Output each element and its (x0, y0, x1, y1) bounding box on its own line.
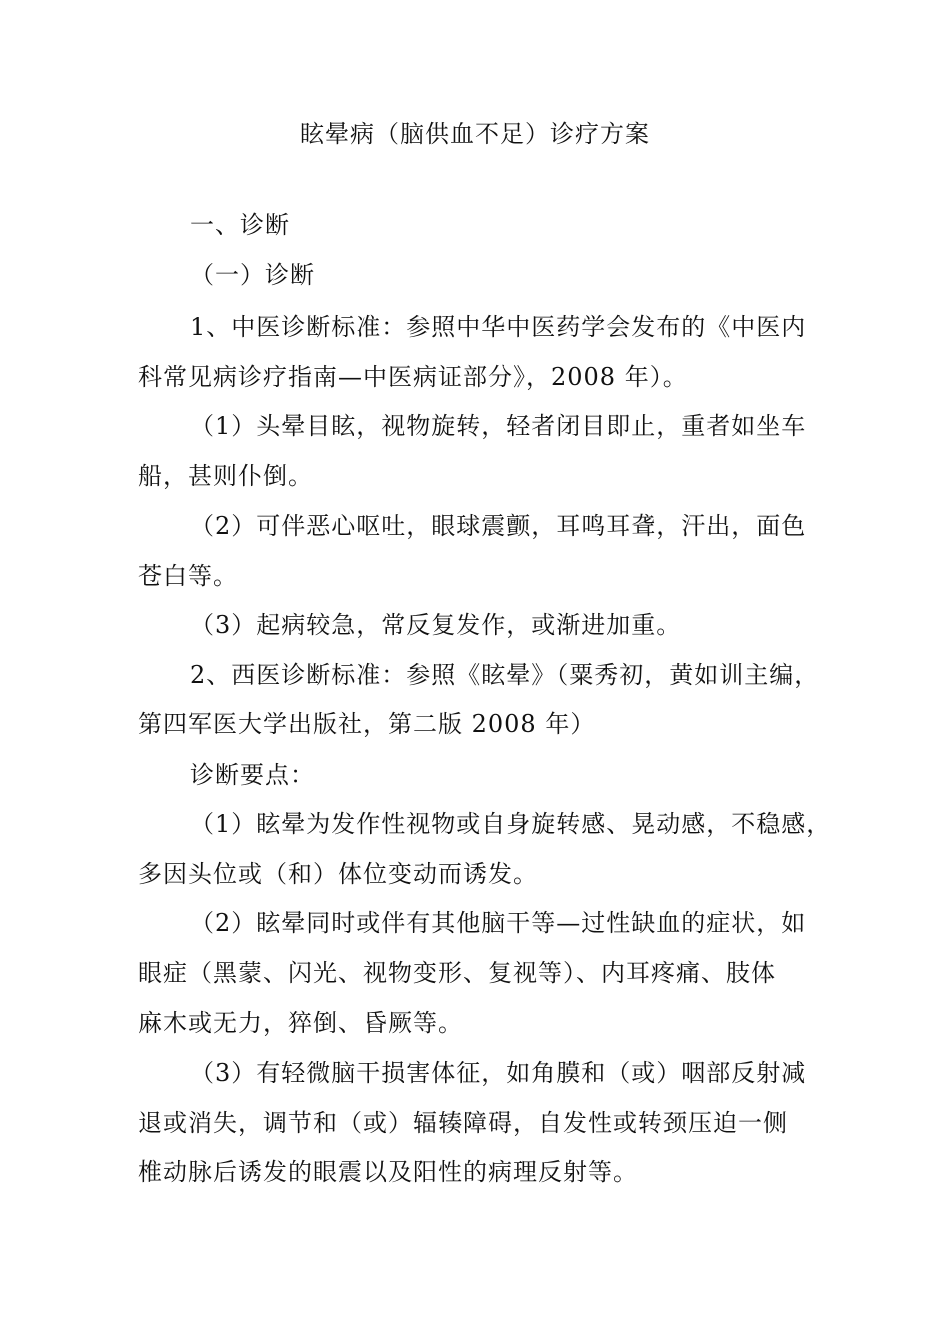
key-point-3-line-3: 椎动脉后诱发的眼震以及阳性的病理反射等。 (138, 1158, 638, 1186)
tcm-item-2-line-2: 苍白等。 (138, 562, 238, 590)
key-point-2-line-1: （2）眩晕同时或伴有其他脑干等—过性缺血的症状，如 (190, 909, 807, 937)
tcm-item-1-line-2: 船，甚则仆倒。 (138, 462, 313, 490)
tcm-item-1-line-1: （1）头晕目眩，视物旋转，轻者闭目即止，重者如坐车 (190, 412, 807, 440)
key-point-2-line-3: 麻木或无力，猝倒、昏厥等。 (138, 1009, 463, 1037)
tcm-item-3: （3）起病较急，常反复发作，或渐进加重。 (190, 611, 682, 639)
tcm-item-2-line-1: （2）可伴恶心呕吐，眼球震颤，耳鸣耳聋，汗出，面色 (190, 512, 807, 540)
key-point-1-line-2: 多因头位或（和）体位变动而诱发。 (138, 860, 538, 888)
key-point-1-line-1: （1）眩晕为发作性视物或自身旋转感、晃动感，不稳感， (190, 810, 832, 838)
western-criteria-line-1: 2、西医诊断标准：参照《眩晕》（粟秀初，黄如训主编， (190, 661, 820, 689)
key-point-3-line-2: 退或消失，调节和（或）辐辏障碍，自发性或转颈压迫一侧 (138, 1109, 788, 1137)
tcm-criteria-line-1: 1、中医诊断标准：参照中华中医药学会发布的《中医内 (190, 313, 807, 341)
section-heading-diagnosis: 一、诊断 (190, 211, 290, 239)
key-point-3-line-1: （3）有轻微脑干损害体征，如角膜和（或）咽部反射减 (190, 1059, 807, 1087)
key-point-2-line-2: 眼症（黑蒙、闪光、视物变形、复视等）、内耳疼痛、肢体 (138, 959, 776, 987)
subsection-heading-diagnosis: （一）诊断 (190, 261, 315, 289)
western-criteria-line-2: 第四军医大学出版社，第二版 2008 年） (138, 710, 596, 738)
key-points-heading: 诊断要点： (190, 761, 315, 789)
document-title: 眩晕病（脑供血不足）诊疗方案 (300, 120, 650, 148)
tcm-criteria-line-2: 科常见病诊疗指南—中医病证部分》，2008 年）。 (138, 363, 688, 391)
